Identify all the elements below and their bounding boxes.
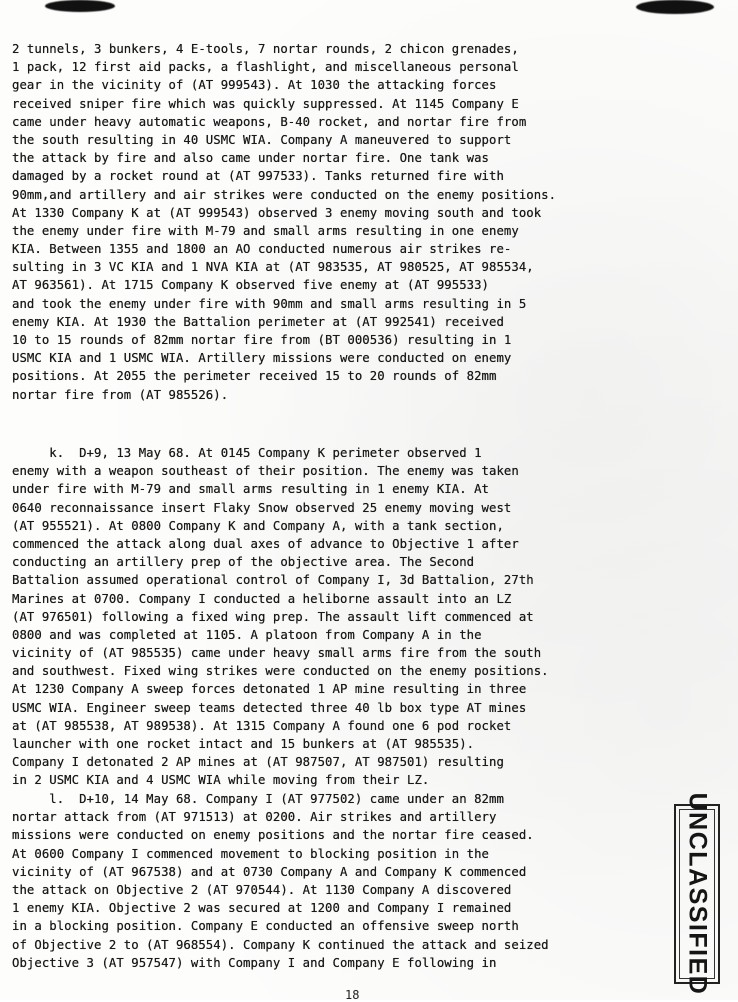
text-line: enemy KIA. At 1930 the Battalion perimeter at (AT 992541) received: [12, 314, 504, 329]
text-line: and southwest. Fixed wing strikes were conducted on the enemy positions.: [12, 664, 549, 679]
text-line: missions were conducted on enemy positions and the nortar fire ceased.: [12, 828, 534, 843]
text-line: Marines at 0700. Company I conducted a heliborne assault into an LZ: [12, 591, 512, 606]
text-line: l. D+10, 14 May 68. Company I (AT 977502) came under an 82mm: [12, 792, 504, 806]
text-line: in a blocking position. Company E conducted an offensive sweep north: [12, 919, 519, 934]
text-line: and took the enemy under fire with 90mm and small arms resulting in 5: [12, 296, 527, 311]
text-line: USMC KIA and 1 USMC WIA. Artillery missions were conducted on enemy: [12, 351, 512, 366]
paragraph-l: [12, 790, 672, 972]
paragraph-continuation: [12, 40, 672, 404]
text-line: the attack on Objective 2 (AT 970544). At 1130 Company A discovered: [12, 882, 512, 897]
text-line: 1 pack, 12 first aid packs, a flashlight, and miscellaneous personal: [12, 60, 519, 75]
text-line: USMC WIA. Engineer sweep teams detected three 40 lb box type AT mines: [12, 700, 527, 715]
text-line: the attack by fire and also came under nortar fire. One tank was: [12, 151, 490, 166]
text-line: (AT 955521). At 0800 Company K and Company A, with a tank section,: [12, 518, 504, 533]
text-line: the enemy under fire with M-79 and small arms resulting in one enemy: [12, 223, 519, 238]
ink-smudge: [636, 0, 714, 14]
text-line: in 2 USMC KIA and 4 USMC WIA while moving from their LZ.: [12, 773, 430, 788]
text-line: At 1230 Company A sweep forces detonated 1 AP mine resulting in three: [12, 682, 527, 697]
text-line: came under heavy automatic weapons, B-40 rocket, and nortar fire from: [12, 114, 527, 129]
text-line: 90mm,and artillery and air strikes were conducted on the enemy positions.: [12, 187, 557, 202]
classification-stamp-text: UNCLASSIFIED: [683, 792, 712, 996]
text-line: AT 963561). At 1715 Company K observed five enemy at (AT 995533): [12, 278, 490, 293]
text-line: k. D+9, 13 May 68. At 0145 Company K perimeter observed 1: [12, 446, 482, 460]
text-line: Battalion assumed operational control of Company I, 3d Battalion, 27th: [12, 573, 534, 588]
text-line: commenced the attack along dual axes of advance to Objective 1 after: [12, 536, 519, 551]
text-line: 0800 and was completed at 1105. A platoon from Company A in the: [12, 627, 482, 642]
text-line: of Objective 2 to (AT 968554). Company K continued the attack and seized: [12, 937, 549, 952]
text-line: at (AT 985538, AT 989538). At 1315 Company A found one 6 pod rocket: [12, 718, 512, 733]
text-line: vicinity of (AT 985535) came under heavy small arms fire from the south: [12, 646, 542, 661]
text-line: Objective 3 (AT 957547) with Company I and Company E following in: [12, 955, 497, 970]
text-line: under fire with M-79 and small arms resulting in 1 enemy KIA. At: [12, 482, 490, 497]
text-line: At 0600 Company I commenced movement to blocking position in the: [12, 846, 490, 861]
paragraph-k: [12, 444, 672, 790]
text-line: 1 enemy KIA. Objective 2 was secured at 1200 and Company I remained: [12, 901, 512, 916]
ink-smudge: [45, 0, 115, 12]
text-line: damaged by a rocket round at (AT 997533). Tanks returned fire with: [12, 169, 504, 184]
classification-stamp: [674, 792, 720, 996]
text-line: nortar attack from (AT 971513) at 0200. Air strikes and artillery: [12, 810, 497, 825]
text-line: At 1330 Company K at (AT 999543) observed 3 enemy moving south and took: [12, 205, 542, 220]
text-line: the south resulting in 40 USMC WIA. Company A maneuvered to support: [12, 132, 512, 147]
text-line: 10 to 15 rounds of 82mm nortar fire from (BT 000536) resulting in 1: [12, 333, 512, 347]
text-line: (AT 976501) following a fixed wing prep. The assault lift commenced at: [12, 609, 534, 624]
text-line: 2 tunnels, 3 bunkers, 4 E-tools, 7 nortar rounds, 2 chicon grenades,: [12, 42, 519, 56]
text-line: 0640 reconnaissance insert Flaky Snow observed 25 enemy moving west: [12, 500, 512, 515]
text-line: conducting an artillery prep of the objective area. The Second: [12, 555, 475, 570]
text-line: received sniper fire which was quickly suppressed. At 1145 Company E: [12, 96, 519, 111]
text-line: sulting in 3 VC KIA and 1 NVA KIA at (AT 983535, AT 980525, AT 985534,: [12, 260, 534, 275]
text-line: Company I detonated 2 AP mines at (AT 987507, AT 987501) resulting: [12, 755, 504, 770]
text-line: enemy with a weapon southeast of their position. The enemy was taken: [12, 464, 519, 479]
text-line: launcher with one rocket intact and 15 bunkers at (AT 985535).: [12, 737, 475, 751]
text-line: vicinity of (AT 967538) and at 0730 Company A and Company K commenced: [12, 864, 527, 879]
text-line: nortar fire from (AT 985526).: [12, 387, 229, 402]
page-number: 18: [345, 988, 360, 1002]
text-line: gear in the vicinity of (AT 999543). At 1030 the attacking forces: [12, 78, 497, 93]
text-line: KIA. Between 1355 and 1800 an AO conducted numerous air strikes re-: [12, 242, 512, 257]
text-line: positions. At 2055 the perimeter received 15 to 20 rounds of 82mm: [12, 369, 497, 384]
